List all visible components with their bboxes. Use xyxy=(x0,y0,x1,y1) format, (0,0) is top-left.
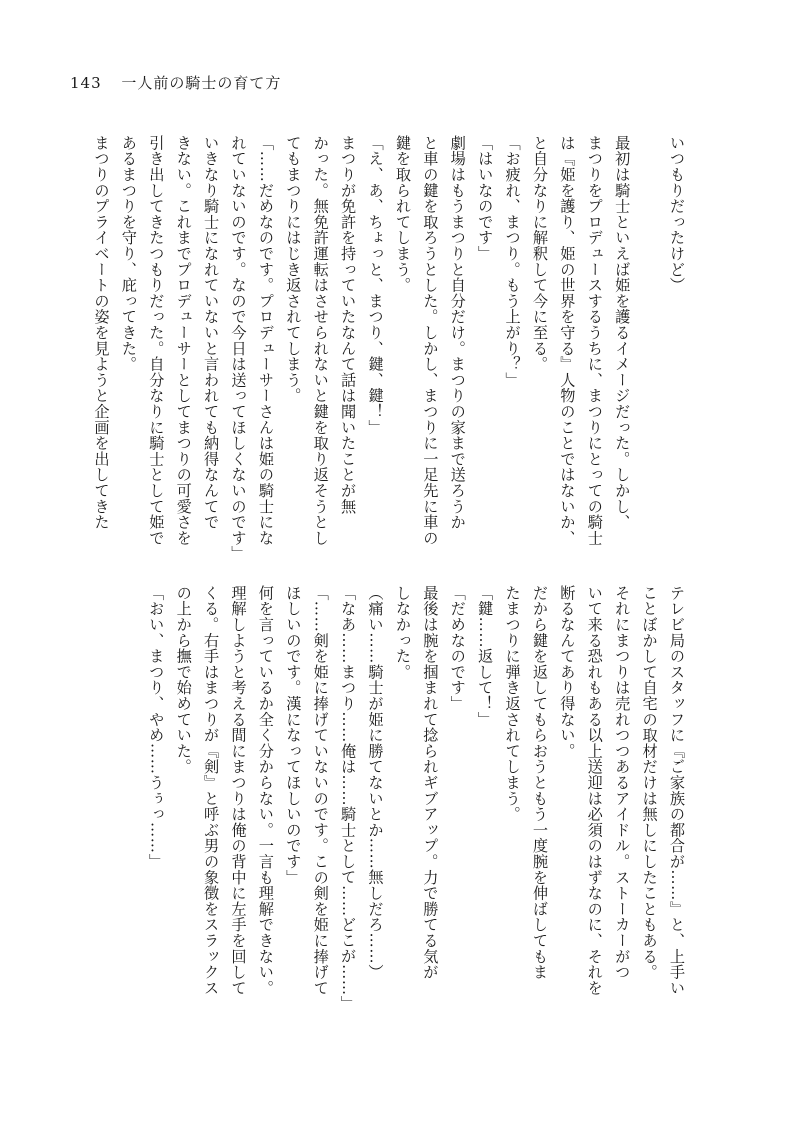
text-line: 理解しようと考える間にまつりは俺の背中に左手を回して xyxy=(229,585,248,996)
text-line: 「……剣を姫に捧げていないのです。この剣を姫に捧げて xyxy=(311,585,330,996)
text-line: 「だめなのです」 xyxy=(448,585,467,712)
text-line: れていないのです。なので今日は送ってほしくないのです」 xyxy=(229,135,248,562)
book-title: 一人前の騎士の育て方 xyxy=(121,74,282,92)
text-line: 「おい、まつり、やめ……うぅっ……」 xyxy=(147,585,166,870)
page-header xyxy=(70,72,281,93)
text-block-bottom xyxy=(130,585,690,1012)
text-line: かった。無免許運転はさせられないと鍵を取り返そうとし xyxy=(311,135,330,546)
text-line: 「鍵……返して！」 xyxy=(476,585,495,728)
text-line: 最後は腕を掴まれて捻られギブアップ。力で勝てる気が xyxy=(421,585,440,980)
text-line: テレビ局のスタッフに『ご家族の都合が……』と、上手い xyxy=(668,585,686,996)
text-line: だから鍵を返してもらおうともう一度腕を伸ばしてもま xyxy=(530,585,549,980)
text-line: ことぼかして自宅の取材だけは無しにしたこともある。 xyxy=(640,585,659,980)
text-line: いて来る恐れもある以上送迎は必須のはずなのに、それを xyxy=(585,585,604,996)
text-line: 引き出してきたつもりだった。自分なりに騎士として姫で xyxy=(147,135,166,546)
text-line: いきなり騎士になれていないと言われても納得なんてで xyxy=(202,135,221,530)
text-line: は『姫を護り、姫の世界を守る』人物のことではないか、 xyxy=(558,135,577,546)
text-line: と車の鍵を取ろうとした。しかし、まつりに一足先に車の xyxy=(421,135,440,546)
text-line: まつりをプロデュースするうちに、まつりにとっての騎士 xyxy=(585,135,604,546)
text-line: 「え、あ、ちょっと、まつり、鍵、鍵！」 xyxy=(366,135,385,436)
text-line: （痛い……騎士が姫に勝てないとか……無しだろ……） xyxy=(366,585,385,980)
text-line: 「なあ……まつり……俺は……騎士として……どこが……」 xyxy=(339,585,358,1012)
text-line: 断るなんてあり得ない。 xyxy=(558,585,577,759)
text-line: それにまつりは売れつつあるアイドル。ストーカーがつ xyxy=(613,585,632,980)
text-line: 「……だめなのです。プロデューサーさんは姫の騎士にな xyxy=(256,135,275,546)
page-number: 143 xyxy=(70,74,102,92)
text-line: ほしいのです。漢になってほしいのです」 xyxy=(284,585,303,886)
text-line: 何を言っているか全く分からない。一言も理解できない。 xyxy=(256,585,275,996)
text-line: まつりのプライベートの姿を見ようと企画を出してきた xyxy=(92,135,111,530)
text-line: 最初は騎士といえば姫を護るイメージだった。しかし、 xyxy=(613,135,632,530)
text-line: しなかった。 xyxy=(393,585,412,680)
text-line: きない。これまでプロデューサーとしてまつりの可愛さを xyxy=(174,135,193,546)
blank-line xyxy=(635,135,662,545)
text-line: と自分なりに解釈して今に至る。 xyxy=(530,135,549,372)
text-line: まつりが免許を持っていたなんて話は聞いたことが無 xyxy=(339,135,358,515)
text-line: 劇場はもうまつりと自分だけ。まつりの家まで送ろうか xyxy=(448,135,467,530)
text-line: の上から撫で始めていた。 xyxy=(174,585,193,775)
text-block-top xyxy=(92,135,690,562)
text-line: いつもりだったけど） xyxy=(668,135,686,293)
text-line: あるまつりを守り、庇ってきた。 xyxy=(119,135,138,372)
text-line: 鍵を取られてしまう。 xyxy=(393,135,412,293)
text-line: てもまつりにはじき返されてしまう。 xyxy=(284,135,303,404)
text-line: くる。右手はまつりが『剣』と呼ぶ男の象徴をスラックス xyxy=(202,585,221,996)
text-line: 「はいなのです」 xyxy=(476,135,495,262)
text-line: たまつりに弾き返されてしまう。 xyxy=(503,585,522,822)
text-line: 「お疲れ、まつり。もう上がり？」 xyxy=(503,135,522,388)
